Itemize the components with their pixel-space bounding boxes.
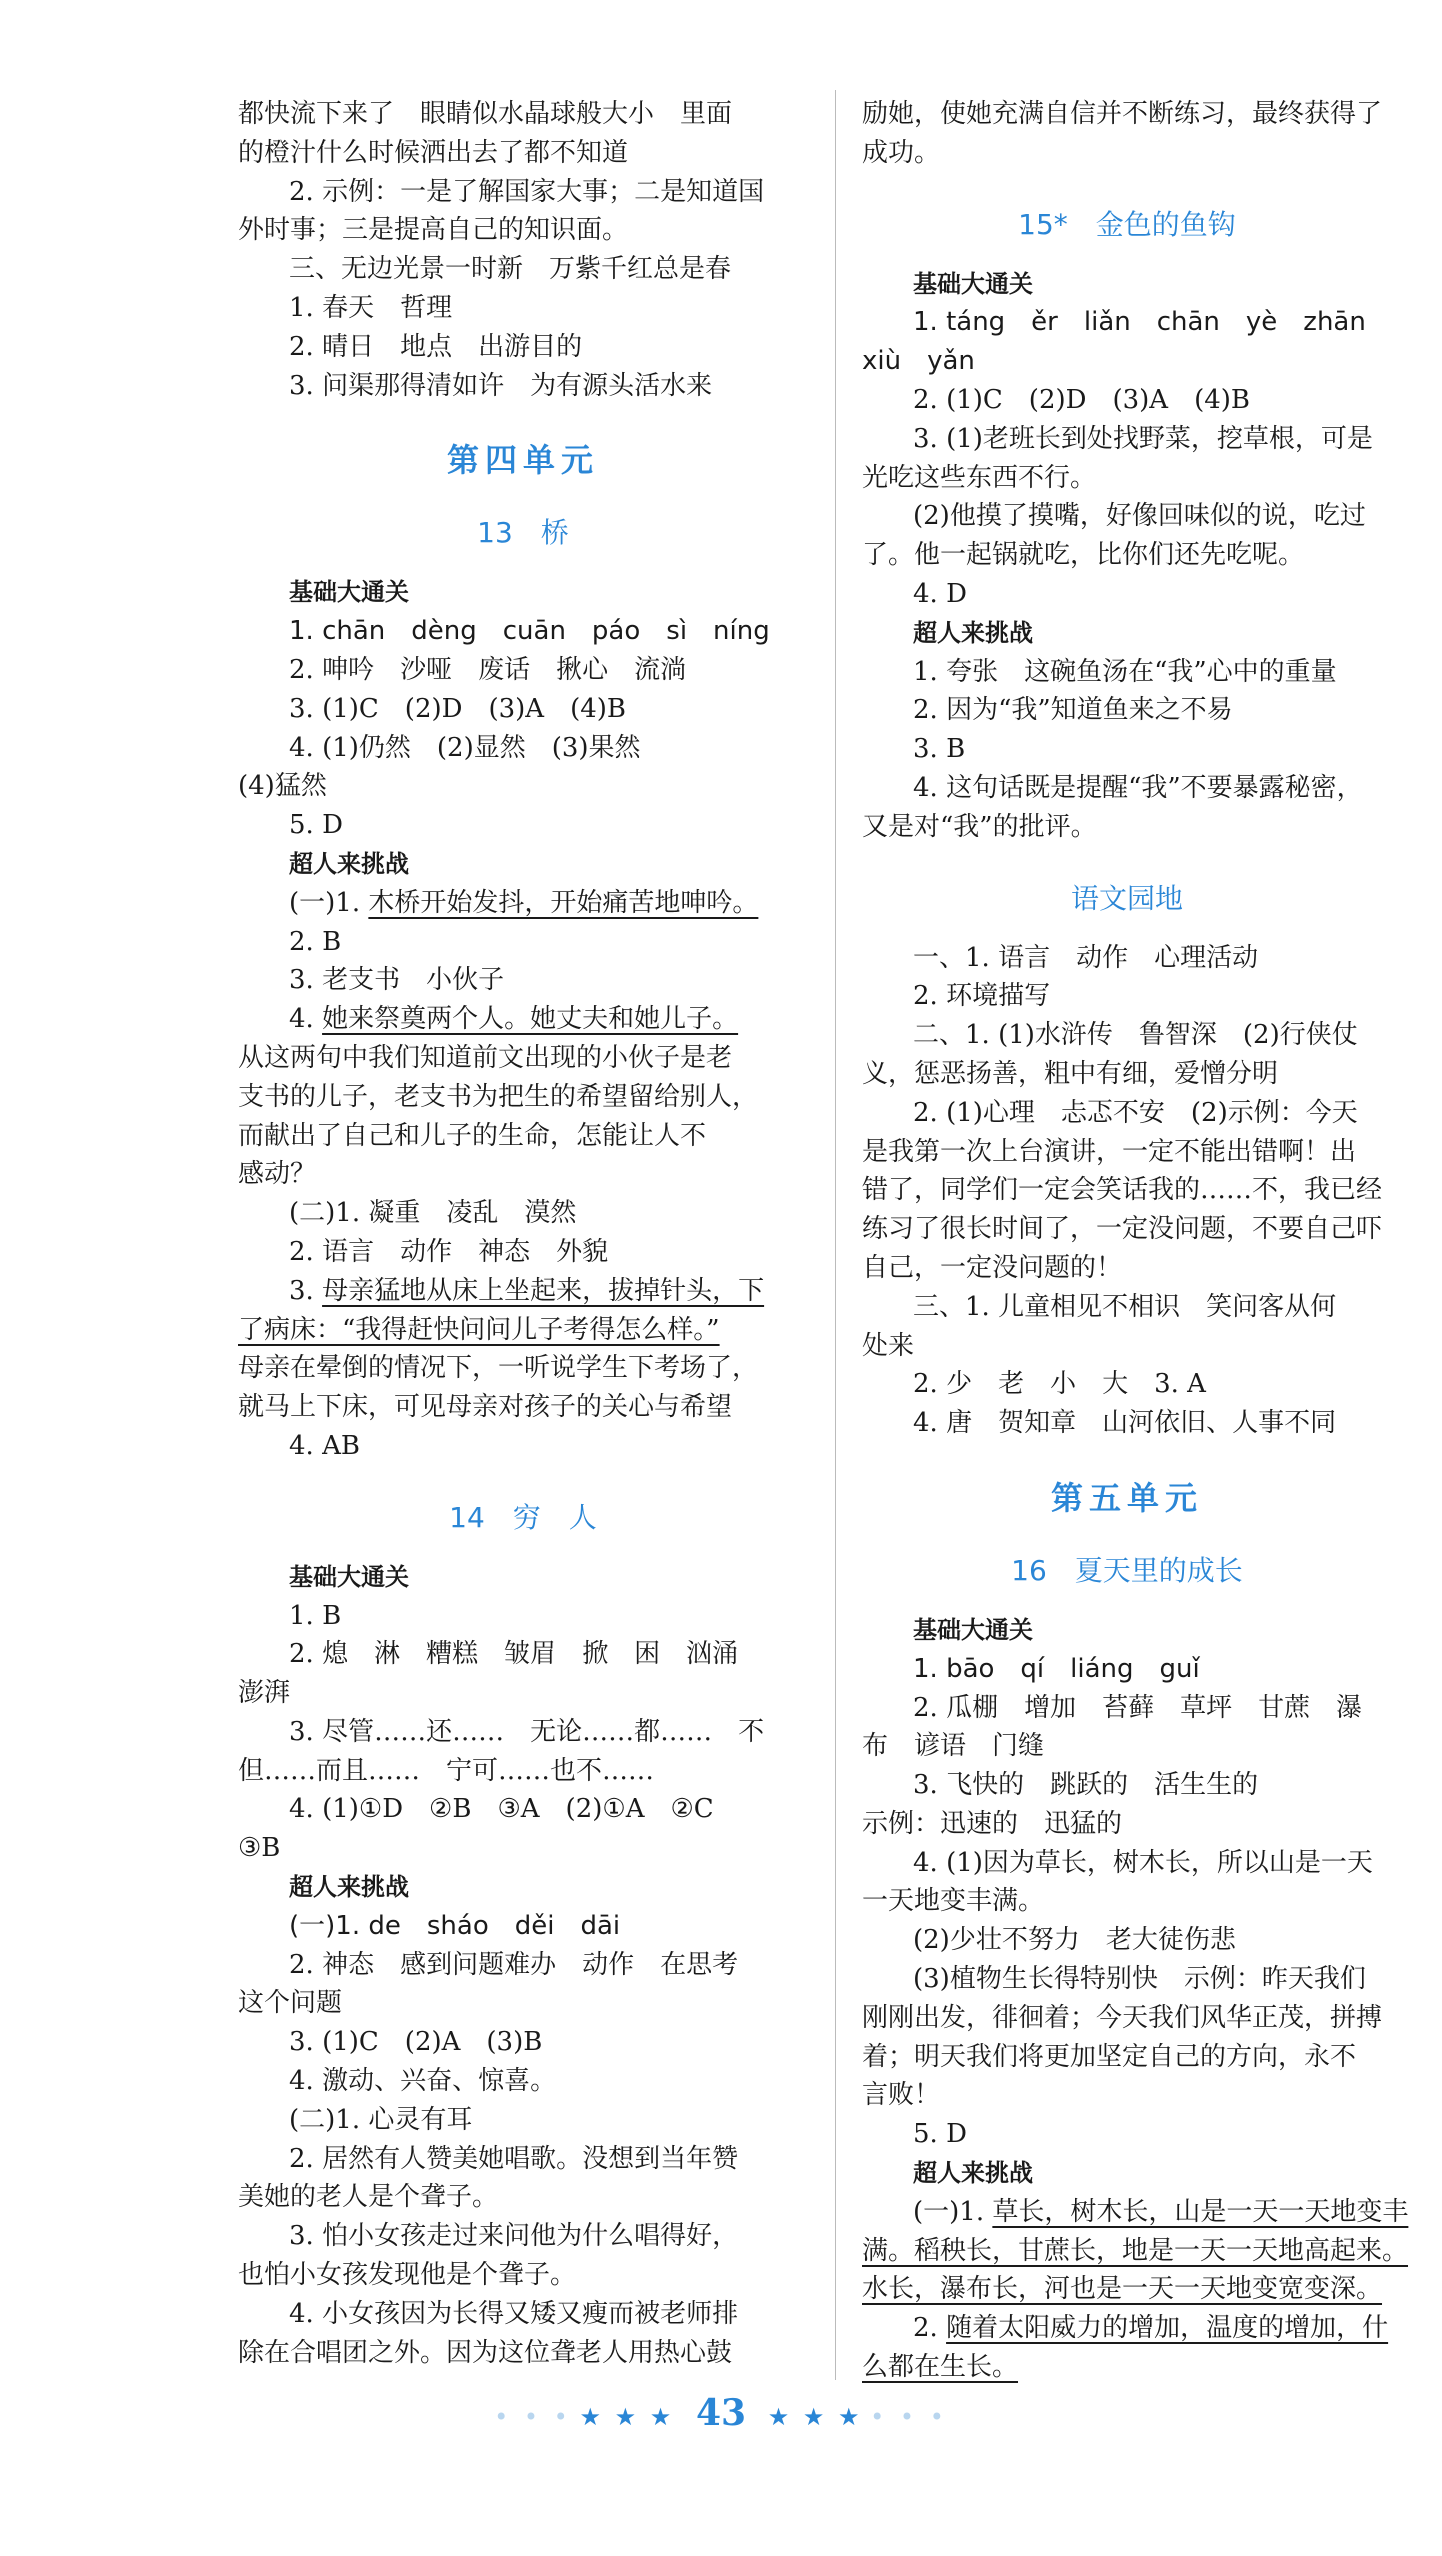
- footer-dots-right: • • •: [870, 2403, 948, 2431]
- text-line: 2. 晴日 地点 出游目的: [289, 331, 583, 362]
- answer-label: (一)1.: [289, 887, 369, 918]
- text-line: 4. AB: [289, 1430, 360, 1461]
- text-line: 布 谚语 门缝: [862, 1731, 1045, 1762]
- text-line: (2)他摸了摸嘴，好像回味似的说，吃过: [913, 501, 1366, 532]
- text-line: [862, 2232, 1409, 2271]
- text-line: (2)少壮不努力 老大徒伤悲: [913, 1925, 1236, 1956]
- text-line: 2. 神态 感到问题难办 动作 在思考: [289, 1949, 739, 1980]
- text-line: 也怕小女孩发现他是个聋子。: [238, 2260, 577, 2291]
- section-title: 语文园地: [1070, 881, 1183, 915]
- text-line: 4. (1)仍然 (2)显然 (3)果然: [289, 732, 641, 763]
- left-column: [238, 95, 808, 2372]
- text-line: [238, 884, 808, 923]
- lesson-title: 15* 金色的鱼钩: [1018, 207, 1236, 241]
- text-line: 3. 老支书 小伙子: [289, 965, 505, 996]
- text-line: 美她的老人是个聋子。: [238, 2182, 499, 2213]
- text-line: 三、1. 儿童相见不相识 笑问客从何: [913, 1291, 1337, 1322]
- answer-label: 3.: [289, 1275, 323, 1306]
- underlined-answer: 母亲猛地从床上坐起来，拔掉针头，下: [322, 1275, 765, 1306]
- answer-label: 2.: [913, 2313, 947, 2344]
- text-line: 1. 夸张 这碗鱼汤在“我”心中的重量: [913, 656, 1337, 687]
- pinyin-line: 1. táng ěr liǎn chān yè zhān: [913, 307, 1366, 338]
- text-line: 外时事；三是提高自己的知识面。: [238, 215, 629, 246]
- right-column: [862, 95, 1409, 2387]
- text-line: 光吃这些东西不行。: [862, 462, 1097, 493]
- text-line: 1. 春天 哲理: [289, 292, 453, 323]
- text-line: (二)1. 凝重 凌乱 漠然: [289, 1198, 577, 1229]
- lesson-title: 13 桥: [477, 516, 569, 550]
- text-line: 错了，同学们一定会笑话我的……不，我已经: [862, 1175, 1383, 1206]
- text-line: 2. 瓜棚 增加 苔藓 草坪 甘蔗 瀑: [913, 1692, 1363, 1723]
- text-line: 但……而且…… 宁可……也不……: [238, 1755, 655, 1786]
- text-line: 3. 问渠那得清如许 为有源头活水来: [289, 370, 713, 401]
- text-line: 2. 少 老 小 大 3. A: [913, 1369, 1206, 1400]
- text-line: 自己，一定没问题的！: [862, 1252, 1123, 1283]
- text-line: (4)猛然: [238, 771, 327, 802]
- text-line: ③B: [238, 1833, 281, 1864]
- text-line: [238, 1000, 808, 1039]
- pinyin-line: 1. chān dèng cuān páo sì níng: [289, 616, 770, 647]
- text-line: 言败！: [862, 2080, 941, 2111]
- text-line: 5. D: [913, 2119, 967, 2150]
- text-line: 3. (1)老班长到处找野菜，挖草根，可是: [913, 423, 1373, 454]
- text-line: 的橙汁什么时候洒出去了都不知道: [238, 137, 629, 168]
- text-line: 是我第一次上台演讲，一定不能出错啊！出: [862, 1136, 1357, 1167]
- lesson-title: 16 夏天里的成长: [1011, 1553, 1243, 1587]
- text-line: 5. D: [289, 810, 343, 841]
- section-heading: 超人来挑战: [289, 849, 409, 878]
- underlined-answer: 草长，树木长，山是一天一天地变丰: [992, 2196, 1409, 2227]
- text-line: 义，惩恶扬善，粗中有细，爱憎分明: [862, 1058, 1279, 1089]
- text-line: 2. 示例：一是了解国家大事；二是知道国: [289, 176, 765, 207]
- text-line: 3. (1)C (2)D (3)A (4)B: [289, 693, 627, 724]
- underlined-answer: 么都在生长。: [862, 2352, 1019, 2383]
- text-line: [238, 1311, 808, 1350]
- text-line: 处来: [862, 1330, 915, 1361]
- page-number: 43: [695, 2392, 747, 2434]
- text-line: 2. 居然有人赞美她唱歌。没想到当年赞: [289, 2143, 739, 2174]
- footer-dots-left: • • •: [494, 2403, 572, 2431]
- underlined-answer: 她来祭奠两个人。她丈夫和她儿子。: [322, 1004, 739, 1035]
- text-line: 支书的儿子，老支书为把生的希望留给别人，: [238, 1081, 759, 1112]
- text-line: 4. 唐 贺知章 山河依旧、人事不同: [913, 1408, 1337, 1439]
- text-line: 2. 呻吟 沙哑 废话 揪心 流淌: [289, 654, 687, 685]
- answer-label: 4.: [289, 1004, 323, 1035]
- text-line: [862, 2270, 1392, 2309]
- text-line: [862, 2309, 1392, 2348]
- text-line: 刚刚出发，徘徊着；今天我们风华正茂，拼搏: [862, 2002, 1383, 2033]
- text-line: (二)1. 心灵有耳: [289, 2104, 473, 2135]
- text-line: [862, 2348, 1392, 2387]
- section-heading: 基础大通关: [289, 1562, 409, 1591]
- text-line: 除在合唱团之外。因为这位聋老人用热心鼓: [238, 2337, 733, 2368]
- underlined-answer: 满。稻秧长，甘蔗长，地是一天一天地高起来。: [862, 2235, 1409, 2266]
- text-line: 3. 怕小女孩走过来问他为什么唱得好，: [289, 2221, 739, 2252]
- text-line: 励她，使她充满自信并不断练习，最终获得了: [862, 99, 1383, 129]
- pinyin-line: (一)1. de sháo děi dāi: [289, 1910, 621, 1941]
- text-line: 2. 熄 淋 糟糕 皱眉 掀 困 汹涌: [289, 1639, 739, 1670]
- section-heading: 基础大通关: [913, 269, 1033, 298]
- unit-title: 第四单元: [446, 441, 599, 480]
- unit-title: 第五单元: [1050, 1478, 1203, 1517]
- text-line: 了。他一起锅就吃，比你们还先吃呢。: [862, 540, 1305, 571]
- text-line: 4. 激动、兴奋、惊喜。: [289, 2066, 557, 2097]
- text-line: 4. (1)①D ②B ③A (2)①A ②C: [289, 1794, 714, 1825]
- star-icon-group-left: ★ ★ ★: [579, 2403, 675, 2431]
- text-line: 母亲在晕倒的情况下，一听说学生下考场了，: [238, 1353, 759, 1384]
- section-heading: 超人来挑战: [289, 1873, 409, 1902]
- text-line: 都快流下来了 眼睛似水晶球般大小 里面: [238, 99, 733, 129]
- text-line: 4. 这句话既是提醒“我”不要暴露秘密，: [913, 772, 1363, 803]
- text-line: 4. (1)因为草长，树木长，所以山是一天: [913, 1847, 1373, 1878]
- text-line: 2. B: [289, 926, 342, 957]
- text-line: 3. B: [913, 734, 966, 765]
- text-line: 感动？: [238, 1159, 317, 1190]
- section-heading: 超人来挑战: [913, 2159, 1033, 2188]
- text-line: 成功。: [862, 137, 941, 168]
- text-line: 示例：迅速的 迅猛的: [862, 1808, 1123, 1839]
- text-line: 就马上下床，可见母亲对孩子的关心与希望: [238, 1392, 733, 1423]
- text-line: 澎湃: [238, 1678, 291, 1709]
- text-line: 1. B: [289, 1600, 342, 1631]
- answer-label: (一)1.: [913, 2196, 993, 2227]
- star-icon-group-right: ★ ★ ★: [767, 2403, 863, 2431]
- underlined-answer: 木桥开始发抖，开始痛苦地呻吟。: [368, 887, 759, 918]
- text-line: 又是对“我”的批评。: [862, 811, 1097, 842]
- text-line: 4. 小女孩因为长得又矮又瘦而被老师排: [289, 2298, 739, 2329]
- text-line: (3)植物生长得特别快 示例：昨天我们: [913, 1964, 1366, 1995]
- text-line: 这个问题: [238, 1988, 343, 2019]
- underlined-answer: 水长，瀑布长，河也是一天一天地变宽变深。: [862, 2274, 1383, 2305]
- text-line: 4. D: [913, 578, 967, 609]
- text-line: 2. (1)C (2)D (3)A (4)B: [913, 384, 1251, 415]
- text-line: [862, 2193, 1409, 2232]
- text-line: 从这两句中我们知道前文出现的小伙子是老: [238, 1042, 733, 1073]
- text-line: 2. 环境描写: [913, 981, 1051, 1012]
- pinyin-line: xiù yǎn: [862, 346, 975, 377]
- text-line: [238, 1272, 808, 1311]
- section-heading: 基础大通关: [913, 1615, 1033, 1644]
- text-line: 3. 尽管……还…… 无论……都…… 不: [289, 1716, 765, 1747]
- column-divider: [835, 90, 836, 2380]
- text-line: 2. 因为“我”知道鱼来之不易: [913, 695, 1233, 726]
- section-heading: 超人来挑战: [913, 618, 1033, 647]
- text-line: 一天地变丰满。: [862, 1886, 1045, 1917]
- pinyin-line: 1. bāo qí liáng guǐ: [913, 1653, 1200, 1684]
- text-line: 3. (1)C (2)A (3)B: [289, 2027, 543, 2058]
- page-footer: [0, 2392, 1442, 2434]
- text-line: 练习了很长时间了，一定没问题，不要自己吓: [862, 1214, 1383, 1245]
- text-line: 3. 飞快的 跳跃的 活生生的: [913, 1770, 1259, 1801]
- text-line: 着；明天我们将更加坚定自己的方向，永不: [862, 2041, 1357, 2072]
- text-line: 一、1. 语言 动作 心理活动: [913, 942, 1259, 973]
- section-heading: 基础大通关: [289, 578, 409, 607]
- text-line: 三、无边光景一时新 万紫千红总是春: [289, 254, 732, 285]
- lesson-title: 14 穷 人: [449, 1500, 597, 1534]
- text-line: 2. (1)心理 忐忑不安 (2)示例：今天: [913, 1097, 1358, 1128]
- underlined-answer: 了病床：“我得赶快问问儿子考得怎么样。”: [238, 1314, 720, 1345]
- underlined-answer: 随着太阳威力的增加，温度的增加，什: [946, 2313, 1389, 2344]
- text-line: 二、1. (1)水浒传 鲁智深 (2)行侠仗: [913, 1020, 1358, 1051]
- text-line: 2. 语言 动作 神态 外貌: [289, 1236, 609, 1267]
- text-line: 而献出了自己和儿子的生命，怎能让人不: [238, 1120, 707, 1151]
